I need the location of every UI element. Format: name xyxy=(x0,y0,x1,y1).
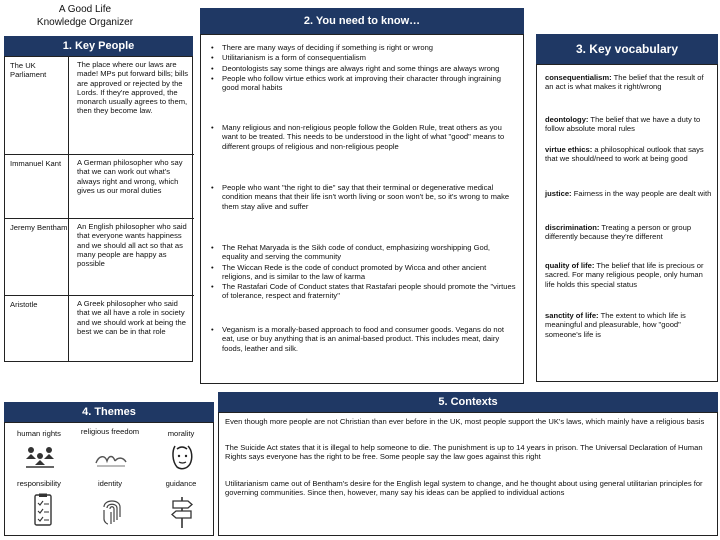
need-to-know-heading: 2. You need to know… xyxy=(200,8,524,34)
vocab-item xyxy=(545,115,713,134)
signpost-icon xyxy=(169,495,195,529)
vocab-item xyxy=(545,223,713,242)
need-to-know-item: • The Rehat Maryada is the Sikh code of conduct, emphasizing worshipping God, equality and serving the community xyxy=(209,243,517,262)
need-to-know-group xyxy=(209,123,517,152)
vocab-term: sanctity of life: xyxy=(545,311,599,320)
theme-label: morality xyxy=(167,429,195,438)
need-to-know-item: • Utilitarianism is a form of consequentialism xyxy=(209,53,517,62)
context-paragraph: Utilitarianism came out of Bentham's desire for the English legal system to change, and he thought about using general utilitarian principles for governing communities. Since then, however, many say his ideas can be applied to individual actions xyxy=(225,479,703,498)
vocab-definition: The extent to which life is meaningful and pleasurable, how "good" someone's life is xyxy=(545,311,686,339)
vocab-item xyxy=(545,261,713,289)
vocab-item xyxy=(545,311,713,339)
key-person-name: Jeremy Bentham xyxy=(10,223,68,232)
context-paragraph: The Suicide Act states that it is illegal to help someone to die. The punishment is up to 14 years in prison. The Universal Declaration of Human Rights says everyone has the right to be free. Some people say the law goes against this right xyxy=(225,443,703,462)
vocab-term: virtue ethics: xyxy=(545,145,593,154)
freedom-icon xyxy=(93,451,129,469)
face-icon xyxy=(169,443,195,471)
theme-label: responsibility xyxy=(17,479,61,488)
vocab-term: consequentialism: xyxy=(545,73,612,82)
fingerprint-icon xyxy=(99,495,125,527)
vocabulary-box xyxy=(536,64,718,382)
vocabulary-heading: 3. Key vocabulary xyxy=(536,34,718,64)
themes-box xyxy=(4,422,214,536)
theme-label: identity xyxy=(97,479,123,488)
vocab-term: discrimination: xyxy=(545,223,600,232)
theme-label: guidance xyxy=(165,479,197,488)
key-people-heading: 1. Key People xyxy=(4,36,193,56)
theme-label: religious freedom xyxy=(80,427,140,436)
need-to-know-item: • The Rastafari Code of Conduct states that Rastafari people should promote the "virtues of tolerance, respect and fraternity" xyxy=(209,282,517,301)
key-person-name: The UK Parliament xyxy=(10,61,47,80)
key-person-desc: An English philosopher who said that everyone wants happiness and we should all act so that as many people are happy as possible xyxy=(77,222,187,268)
need-to-know-item: • Many religious and non-religious people follow the Golden Rule, treat others as you want to be treated. This needs to be understood in the light of what "good" means to different groups of religious and non-religious people xyxy=(209,123,517,151)
need-to-know-group xyxy=(209,183,517,212)
page-title-line2: Knowledge Organizer xyxy=(36,16,134,28)
vocab-definition: Fairness in the way people are dealt with xyxy=(571,189,712,198)
vocab-item xyxy=(545,189,713,198)
vocab-definition: The belief that we have a duty to follow absolute moral rules xyxy=(545,115,701,134)
key-person-row xyxy=(5,295,194,361)
key-people-divider xyxy=(68,56,69,362)
page-title-line1: A Good Life xyxy=(58,4,112,15)
vocab-term: deontology: xyxy=(545,115,589,124)
key-person-row xyxy=(5,57,194,154)
contexts-heading: 5. Contexts xyxy=(218,392,718,412)
checklist-icon xyxy=(33,493,53,527)
need-to-know-item: • The Wiccan Rede is the code of conduct promoted by Wicca and other ancient religions, and is similar to the law of karma xyxy=(209,263,517,282)
need-to-know-item: • Deontologists say some things are always right and some things are always wrong xyxy=(209,64,517,73)
key-person-row xyxy=(5,154,194,218)
need-to-know-item: • Veganism is a morally-based approach to food and consumer goods. Vegans do not eat, use or buy anything that is an animal-based product. This includes meat, dairy foods, leather and silk. xyxy=(209,325,517,353)
contexts-box xyxy=(218,412,718,536)
key-person-name: Aristotle xyxy=(10,300,38,309)
vocab-definition: The belief that the result of an act is what makes it right/wrong xyxy=(545,73,704,92)
vocab-definition: a philosophical outlook that says that we should/need to work at being good xyxy=(545,145,704,164)
context-paragraph: Even though more people are not Christian than ever before in the UK, most people support the UK's laws, which mainly have a religious basis xyxy=(225,417,705,426)
vocab-definition: The belief that life is precious or sacred. For many religious people, only human life holds this special status xyxy=(545,261,704,289)
key-person-desc: The place where our laws are made! MPs put forward bills; bills are approved or rejected by the Lords. If they're approved, the monarch usually agrees to them, then they become law. xyxy=(77,60,188,116)
need-to-know-group xyxy=(209,243,517,302)
key-person-desc: A German philosopher who say that we can work out what's always right and wrong, which gives us our moral duties xyxy=(77,158,183,195)
page-title xyxy=(20,4,150,29)
need-to-know-item: • People who want "the right to die" say that their terminal or degenerative medical condition means that their life isn't worth living or soon won't be, so it's wrong to make them stay alive and suffer xyxy=(209,183,517,211)
need-to-know-group xyxy=(209,43,517,93)
theme-label: human rights xyxy=(17,429,61,438)
need-to-know-group xyxy=(209,325,517,354)
key-person-row xyxy=(5,218,194,295)
need-to-know-item: • People who follow virtue ethics work at improving their character through ingraining good moral habits xyxy=(209,74,517,93)
themes-heading: 4. Themes xyxy=(4,402,214,422)
key-person-desc: A Greek philosopher who said that we all have a role in society and we should work at being the best we can be in that role xyxy=(77,299,186,336)
vocab-item xyxy=(545,73,713,92)
vocab-term: justice: xyxy=(545,189,572,198)
vocab-item xyxy=(545,145,713,164)
key-person-name: Immanuel Kant xyxy=(10,159,62,168)
need-to-know-box xyxy=(200,34,524,384)
people-icon xyxy=(25,445,55,469)
need-to-know-item: • There are many ways of deciding if something is right or wrong xyxy=(209,43,517,52)
key-people-table xyxy=(4,56,193,362)
vocab-term: quality of life: xyxy=(545,261,595,270)
vocab-definition: Treating a person or group differently because they're different xyxy=(545,223,692,242)
